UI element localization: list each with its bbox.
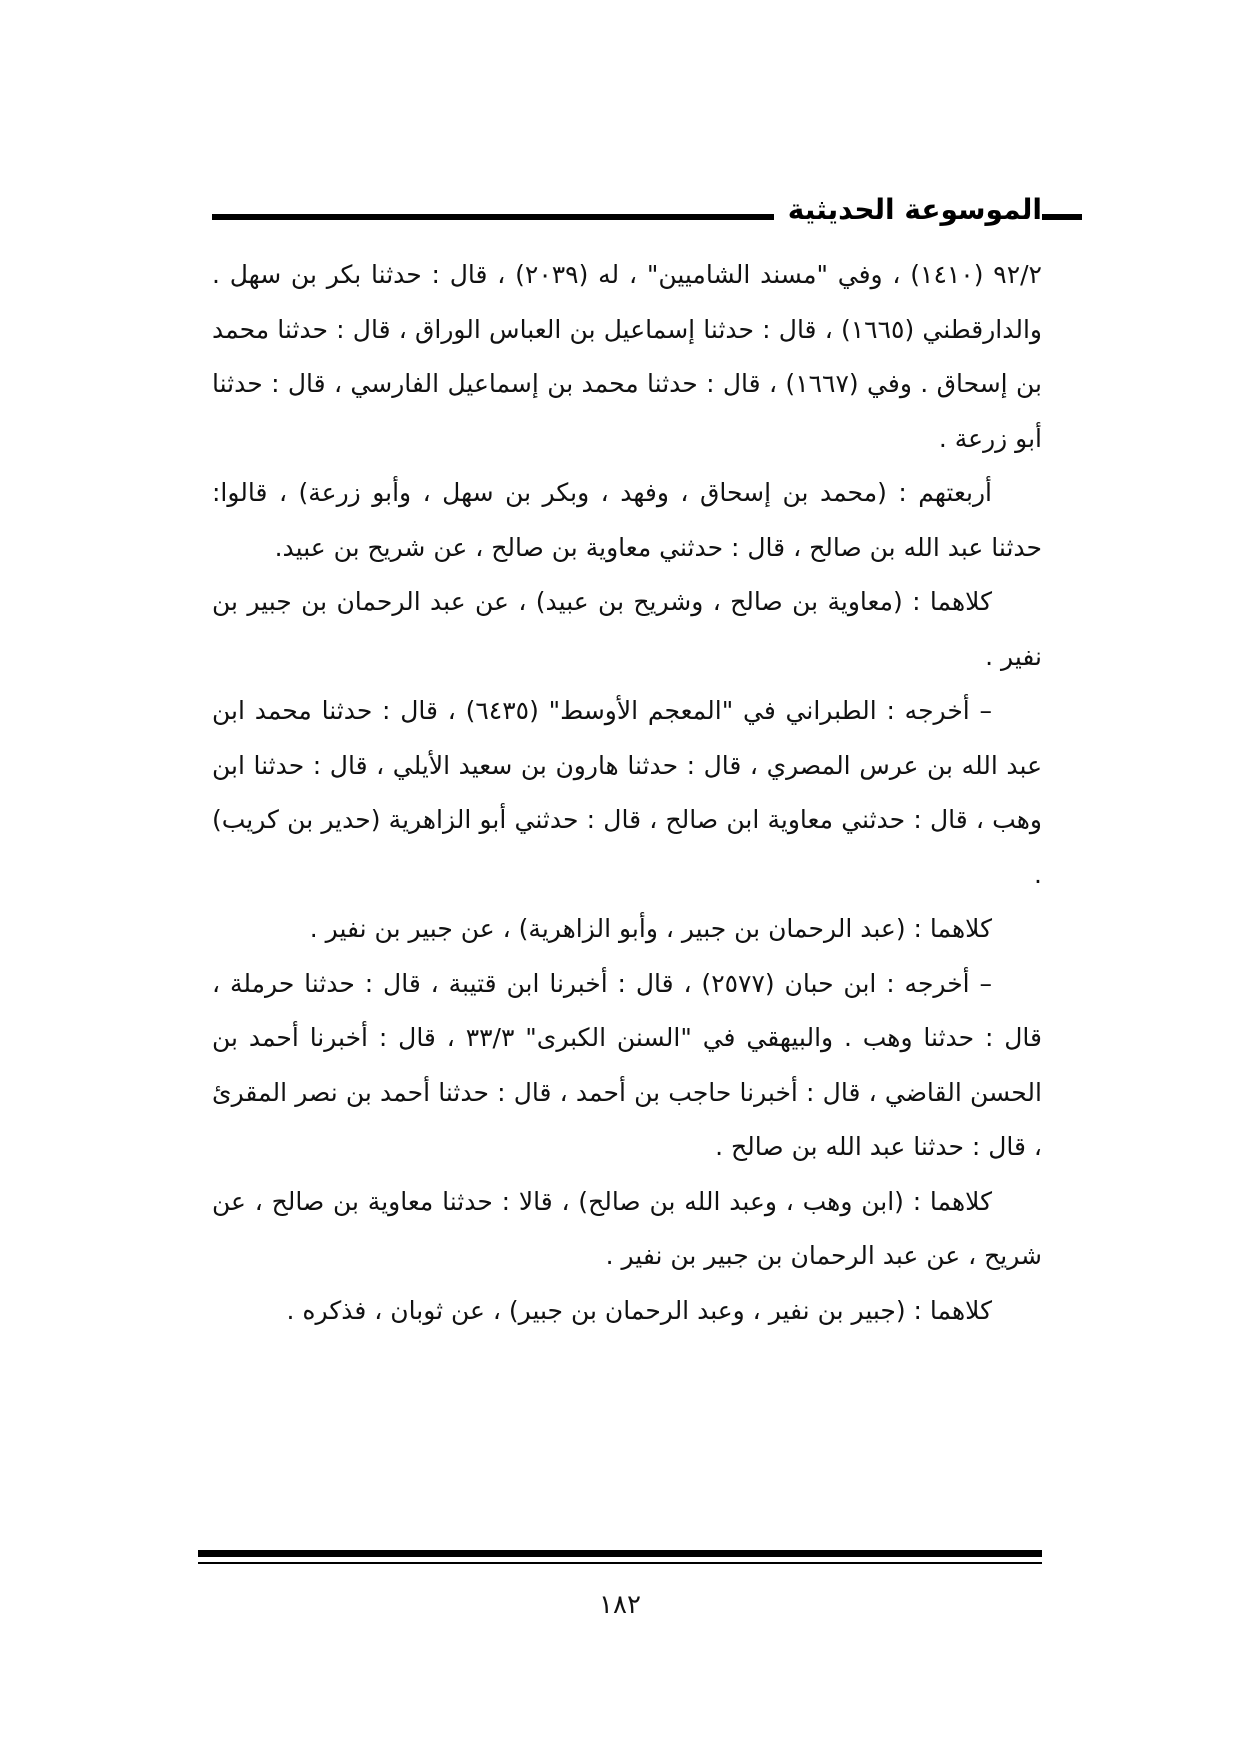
running-header [212, 190, 1042, 240]
header-title: الموسوعة الحديثية [774, 190, 1042, 230]
paragraph-6: – أخرجه : ابن حبان (٢٥٧٧) ، قال : أخبرنا ابن قتيبة ، قال : حدثنا حرملة ، قال : حدثنا وهب . والبيهقي في "السنن الكبرى" ٣٣/٣ ، قال : أخبرنا أحمد بن الحسن القاضي ، قال : أخبرنا حاجب بن أحمد ، قال : حدثنا أحمد بن نصر المقرئ ، قال : حدثنا عبد الله بن صالح . [212, 968, 1043, 1161]
paragraph-2: أربعتهم : (محمد بن إسحاق ، وفهد ، وبكر بن سهل ، وأبو زرعة) ، قالوا: حدثنا عبد الله بن صالح ، قال : حدثني معاوية بن صالح ، عن شريح بن عبيد. [212, 478, 1042, 562]
paragraph-4: – أخرجه : الطبراني في "المعجم الأوسط" (٦٤٣٥) ، قال : حدثنا محمد ابن عبد الله بن عرس المصري ، قال : حدثنا هارون بن سعيد الأيلي ، قال : حدثنا ابن وهب ، قال : حدثني معاوية ابن صالح ، قال : حدثني أبو الزاهرية (حدير بن كريب) . [212, 696, 1042, 889]
paragraph-3: كلاهما : (معاوية بن صالح ، وشريح بن عبيد) ، عن عبد الرحمان بن جبير بن نفير . [212, 587, 1042, 671]
paragraph-7: كلاهما : (ابن وهب ، وعبد الله بن صالح) ، قالا : حدثنا معاوية بن صالح ، عن شريح ، عن عبد الرحمان بن جبير بن نفير . [212, 1186, 1042, 1270]
footer-rule-thin [198, 1562, 1042, 1564]
header-rule-long [212, 214, 810, 220]
paragraph-5: كلاهما : (عبد الرحمان بن جبير ، وأبو الزاهرية) ، عن جبير بن نفير . [309, 914, 992, 943]
paragraph-1: ٩٢/٢ (١٤١٠) ، وفي "مسند الشاميين" ، له (٢٠٣٩) ، قال : حدثنا بكر بن سهل . والدارقطني (١٦٦٥) ، قال : حدثنا إسماعيل بن العباس الوراق ، قال : حدثنا محمد بن إسحاق . وفي (١٦٦٧) ، قال : حدثنا محمد بن إسماعيل الفارسي ، قال : حدثنا أبو زرعة . [212, 260, 1042, 453]
page-number: ١٨٢ [599, 1590, 641, 1620]
body-text [212, 248, 1042, 1338]
paragraph-8: كلاهما : (جبير بن نفير ، وعبد الرحمان بن جبير) ، عن ثوبان ، فذكره . [286, 1295, 992, 1325]
footer-rule-thick [198, 1550, 1042, 1557]
